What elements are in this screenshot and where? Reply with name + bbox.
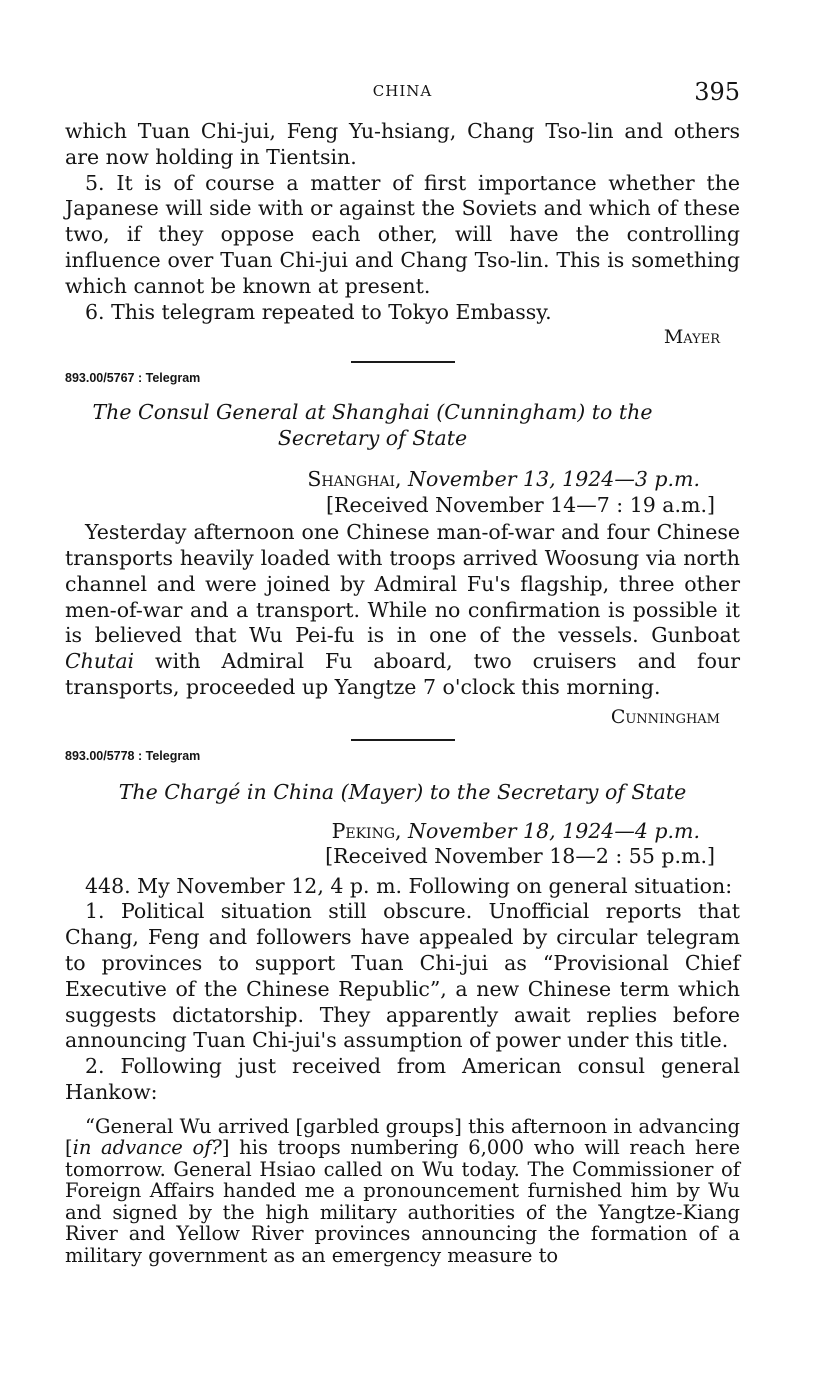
telegram-text-a: Yesterday afternoon one Chinese man-of-war and four Chinese transports heavily loaded with troops arrived Woosung via north channel and were joined by Admiral Fu's flagship, three other men-of-war and a transport. While no confirmation is possible it is believed that Wu Pei-fu is in one of the vessels. Gunboat: [65, 520, 740, 648]
dateline-place: Shanghai,: [307, 467, 402, 492]
paragraph-continued: which Tuan Chi-jui, Feng Yu-hsiang, Chang Tso-lin and others are now holding in Tientsin.: [65, 119, 740, 169]
paragraph-5: 5. It is of course a matter of first importance whether the Japanese will side with or against the Soviets and which of these two, if they oppose each other, will have the controlling influence over Tuan Chi-jui and Chang Tso-lin. This is something which cannot be known at present.: [65, 170, 740, 298]
section-divider: [351, 361, 455, 363]
dateline-date: November 13, 1924—3 p.m.: [401, 467, 700, 492]
paragraph-1: 1. Political situation still obscure. Unofficial reports that Chang, Feng and followers have appealed by circular telegram to provinces to support Tuan Chi-jui as “Provisional Chief Executive of the Chinese Republic”, a new Chinese term which suggests dictatorship. They apparently await replies before announcing Tuan Chi-jui's assumption of power under this title.: [65, 899, 740, 1053]
signature-cunningham: Cunningham: [610, 705, 720, 728]
ship-name: Chutai: [65, 649, 135, 674]
running-head: [65, 78, 740, 108]
page-number: 395: [694, 78, 740, 106]
file-reference: 893.00/5767 : Telegram: [65, 371, 201, 386]
document-heading: The Consul General at Shanghai (Cunningham) to the Secretary of State: [92, 400, 653, 451]
dateline: [65, 467, 700, 493]
quoted-message: [65, 1116, 740, 1267]
signature-mayer: Mayer: [663, 326, 720, 349]
dateline-place: Peking,: [331, 818, 402, 843]
quote-editorial-note: in advance of?: [72, 1136, 222, 1160]
received-line: [Received November 18—2 : 55 p.m.]: [325, 844, 715, 869]
quote-text-b: ] his troops numbering 6,000 who will reach here tomorrow. General Hsiao called on Wu today. The Commissioner of Foreign Affairs handed me a pronouncement furnished him by Wu and signed by the high military authorities of the Yangtze-Kiang River and Yellow River provinces announcing the formation of a military government as an emergency measure to: [65, 1136, 741, 1267]
section-divider: [351, 739, 455, 741]
document-heading: The Chargé in China (Mayer) to the Secretary of State: [118, 779, 687, 804]
paragraph-6: 6. This telegram repeated to Tokyo Embassy.: [85, 299, 552, 324]
dateline-date: November 18, 1924—4 p.m.: [401, 818, 700, 843]
running-title: CHINA: [372, 82, 433, 100]
dateline: [65, 819, 700, 845]
quote-text-a: “General Wu arrived [garbled groups] this afternoon in advancing [: [65, 1114, 740, 1160]
paragraph-448: 448. My November 12, 4 p. m. Following on general situation:: [85, 873, 733, 898]
page-body: [65, 119, 740, 1266]
telegram-text-b: with Admiral Fu aboard, two cruisers and four transports, proceeded up Yangtze 7 o'clock this morning.: [65, 649, 740, 699]
file-reference: 893.00/5778 : Telegram: [65, 748, 201, 763]
telegram-body: [65, 520, 740, 701]
paragraph-2: 2. Following just received from American consul general Hankow:: [65, 1054, 740, 1104]
received-line: [Received November 14—7 : 19 a.m.]: [326, 492, 715, 517]
